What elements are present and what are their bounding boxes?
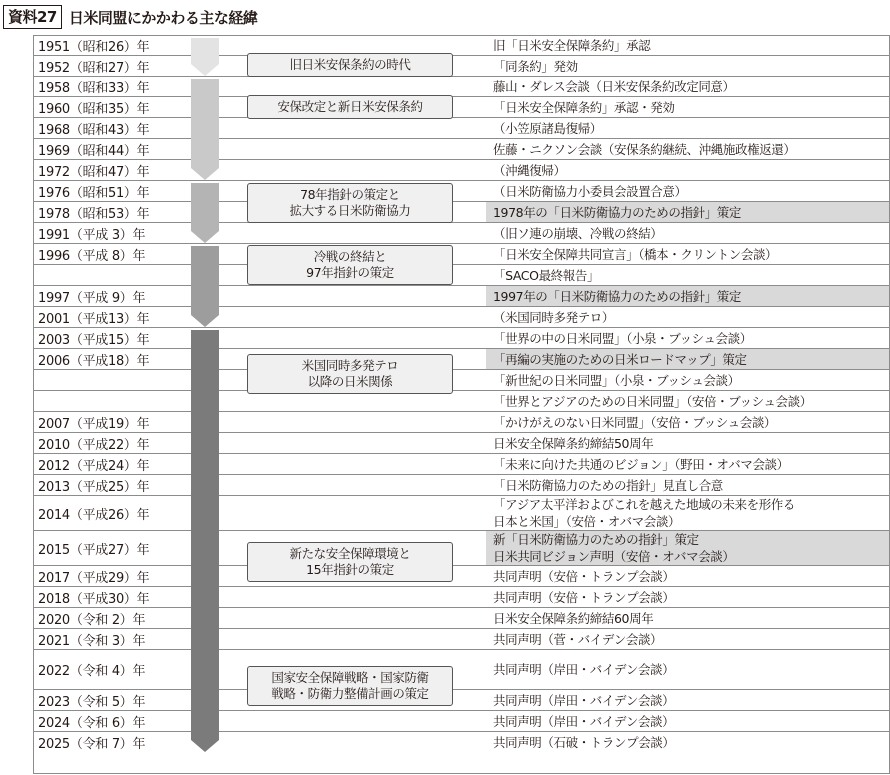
event-cell: 1997年の「日米防衛協力のための指針」策定 <box>486 286 889 306</box>
timeline-row <box>34 565 889 586</box>
event-cell: 「再編の実施のための日米ロードマップ」策定 <box>486 349 889 369</box>
era-arrow-shape <box>191 38 219 76</box>
timeline-row <box>34 138 889 159</box>
year-cell: 2003（平成15）年 <box>38 332 150 348</box>
event-cell: 「日米安全保障共同宣言」（橋本・クリントン会談） <box>493 246 778 262</box>
timeline-row <box>34 35 889 55</box>
event-cell: 共同声明（石破・トランプ会談） <box>493 734 675 750</box>
year-cell: 2012（平成24）年 <box>38 458 150 474</box>
timeline-row <box>34 348 889 369</box>
year-cell: 1991（平成 3）年 <box>38 227 146 243</box>
timeline-row <box>34 649 889 689</box>
era-arrow <box>191 38 219 76</box>
timeline-row <box>34 96 889 117</box>
year-cell: 2007（平成19）年 <box>38 416 150 432</box>
event-cell: 「新世紀の日米同盟」（小泉・ブッシュ会談） <box>493 372 740 388</box>
year-cell: 1968（昭和43）年 <box>38 122 150 138</box>
timeline-row <box>34 474 889 495</box>
timeline-row <box>34 243 889 264</box>
year-cell: 1960（昭和35）年 <box>38 101 150 117</box>
event-cell: （旧ソ連の崩壊、冷戦の終結） <box>493 225 663 241</box>
event-cell: （日米防衛協力小委員会設置合意） <box>493 183 687 199</box>
year-cell: 1958（昭和33）年 <box>38 81 150 96</box>
timeline-row <box>34 159 889 180</box>
era-arrow <box>191 246 219 327</box>
timeline-row <box>34 731 889 752</box>
event-cell: 「世界とアジアのための日米同盟」（安倍・ブッシュ会談） <box>493 393 812 409</box>
era-label-box: 新たな安全保障環境と 15年指針の策定 <box>247 542 453 582</box>
event-cell: 共同声明（岸田・バイデン会談） <box>493 692 675 708</box>
event-cell: 1978年の「日米防衛協力のための指針」策定 <box>486 202 889 222</box>
event-cell: （小笠原諸島復帰） <box>493 120 602 136</box>
timeline-row <box>34 495 889 530</box>
event-cell: 「同条約」発効 <box>493 58 578 74</box>
era-arrow-shape <box>191 79 219 180</box>
timeline-row <box>34 586 889 607</box>
event-cell: 佐藤・ニクソン会談（安保条約継続、沖縄施政権返還） <box>493 141 796 157</box>
era-label-box: 国家安全保障戦略・国家防衛 戦略・防衛力整備計画の策定 <box>247 666 453 706</box>
event-cell: 共同声明（岸田・バイデン会談） <box>493 662 675 677</box>
year-cell: 2022（令和 4）年 <box>38 664 146 679</box>
event-cell: 藤山・ダレス会談（日米安保条約改定同意） <box>493 79 735 94</box>
timeline-row <box>34 117 889 138</box>
era-arrow <box>191 330 219 752</box>
year-cell: 2021（令和 3）年 <box>38 633 146 649</box>
timeline-row <box>34 76 889 96</box>
year-cell: 2025（令和 7）年 <box>38 736 146 752</box>
year-cell: 2017（平成29）年 <box>38 570 150 586</box>
era-label-box: 旧日米安保条約の時代 <box>247 53 453 77</box>
era-label-box: 安保改定と新日米安保条約 <box>247 95 453 119</box>
event-cell: 旧「日米安全保障条約」承認 <box>493 38 651 53</box>
timeline-table <box>33 35 890 774</box>
year-cell: 1976（昭和51）年 <box>38 185 150 201</box>
year-cell: 1996（平成 8）年 <box>38 248 146 264</box>
timeline-row <box>34 607 889 628</box>
timeline-row <box>34 285 889 306</box>
event-cell: 「日米防衛協力のための指針」見直し合意 <box>493 477 723 493</box>
document-title: 日米同盟にかかわる主な経緯 <box>68 8 258 27</box>
document-header <box>3 4 257 30</box>
event-cell: 「SACO最終報告」 <box>493 267 600 283</box>
timeline-row <box>34 222 889 243</box>
year-cell: 1952（昭和27）年 <box>38 60 150 76</box>
year-cell: 2010（平成22）年 <box>38 437 150 453</box>
event-cell: 「アジア太平洋およびこれを越えた地域の未来を形作る 日本と米国」（安倍・オバマ会談） <box>493 497 796 529</box>
timeline-row <box>34 432 889 453</box>
event-cell: 共同声明（安倍・トランプ会談） <box>493 589 675 605</box>
era-label-box: 米国同時多発テロ 以降の日米関係 <box>247 354 453 394</box>
era-arrow-shape <box>191 183 219 243</box>
event-cell: 日米安全保障条約締結50周年 <box>493 435 654 451</box>
timeline-row <box>34 264 889 285</box>
event-cell: （米国同時多発テロ） <box>493 309 615 325</box>
year-cell: 2015（平成27）年 <box>38 542 150 558</box>
event-cell: 「未来に向けた共通のビジョン」（野田・オバマ会談） <box>493 456 789 472</box>
era-arrow <box>191 79 219 180</box>
year-cell: 2020（令和 2）年 <box>38 612 146 628</box>
event-cell: （沖縄復帰） <box>493 162 566 178</box>
timeline-row <box>34 201 889 222</box>
timeline-row <box>34 710 889 731</box>
timeline-row <box>34 180 889 201</box>
year-cell: 2024（令和 6）年 <box>38 715 146 731</box>
year-cell: 1978（昭和53）年 <box>38 206 150 222</box>
year-cell: 2013（平成25）年 <box>38 479 150 495</box>
timeline-row <box>34 530 889 565</box>
timeline-row <box>34 411 889 432</box>
year-cell: 1951（昭和26）年 <box>38 40 150 55</box>
year-cell: 2014（平成26）年 <box>38 507 150 523</box>
era-label-box: 78年指針の策定と 拡大する日米防衛協力 <box>247 183 453 223</box>
event-cell: 日米安全保障条約締結60周年 <box>493 610 654 626</box>
timeline-row <box>34 55 889 76</box>
year-cell: 2006（平成18）年 <box>38 353 150 369</box>
timeline-row <box>34 306 889 327</box>
year-cell: 2023（令和 5）年 <box>38 694 146 710</box>
era-arrow-shape <box>191 330 219 752</box>
timeline-row <box>34 390 889 411</box>
event-cell: 共同声明（菅・バイデン会談） <box>493 631 663 647</box>
era-arrow <box>191 183 219 243</box>
era-label-box: 冷戦の終結と 97年指針の策定 <box>247 245 453 285</box>
event-cell: 「かけがえのない日米同盟」（安倍・ブッシュ会談） <box>493 414 777 430</box>
timeline-row <box>34 369 889 390</box>
timeline-row <box>34 628 889 649</box>
year-cell: 2001（平成13）年 <box>38 311 150 327</box>
timeline-row <box>34 689 889 710</box>
year-cell: 2018（平成30）年 <box>38 591 150 607</box>
document-number-label: 資料27 <box>3 5 62 29</box>
event-cell: 共同声明（安倍・トランプ会談） <box>493 568 675 584</box>
era-arrow-shape <box>191 246 219 327</box>
year-cell: 1972（昭和47）年 <box>38 164 150 180</box>
year-cell: 1997（平成 9）年 <box>38 290 146 306</box>
timeline-row <box>34 453 889 474</box>
event-cell: 「日米安全保障条約」承認・発効 <box>493 99 675 115</box>
year-cell: 1969（昭和44）年 <box>38 143 150 159</box>
event-cell: 新「日米防衛協力のための指針」策定 日米共同ビジョン声明（安倍・オバマ会談） <box>486 531 889 565</box>
event-cell: 共同声明（岸田・バイデン会談） <box>493 713 675 729</box>
timeline-row <box>34 327 889 348</box>
event-cell: 「世界の中の日米同盟」（小泉・ブッシュ会談） <box>493 330 752 346</box>
